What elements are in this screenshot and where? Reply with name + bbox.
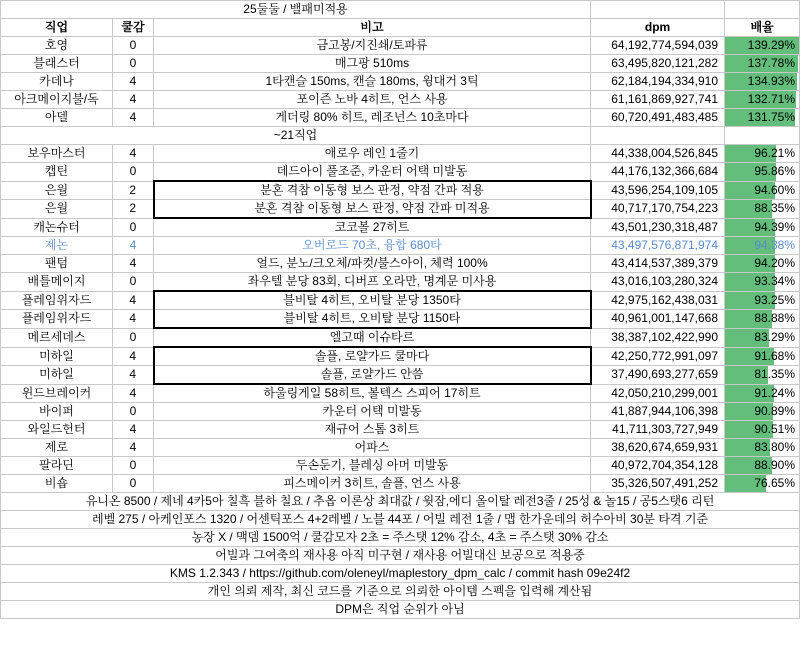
- note-cell: 오버로드 70초, 융합 680타: [154, 237, 591, 255]
- ratio-text: 90.51%: [754, 422, 796, 436]
- note-cell: 분혼 격참 이동형 보스 판정, 약점 간파 적용: [154, 181, 591, 200]
- dpm-cell: 38,387,102,422,990: [591, 328, 725, 347]
- footer-note: DPM은 직업 순위가 아님: [1, 601, 800, 619]
- cooldown-cell: 4: [113, 255, 154, 273]
- job-cell: 캡틴: [1, 163, 113, 182]
- table-row: [1, 366, 800, 385]
- job-cell: 플레임위자드: [1, 291, 113, 310]
- ratio-cell: [725, 200, 800, 219]
- table-row: [1, 273, 800, 292]
- ratio-text: 94.60%: [754, 182, 796, 197]
- ratio-text: 83.29%: [754, 330, 796, 344]
- note-cell: 1타캔슬 150ms, 캔슬 180ms, 윙대거 3틱: [154, 73, 591, 91]
- cooldown-cell: 4: [113, 73, 154, 91]
- cooldown-cell: 0: [113, 273, 154, 292]
- note-cell: 카운터 어택 미발동: [154, 403, 591, 421]
- note-cell: 하울링게일 58히트, 볼텍스 스피어 17히트: [154, 384, 591, 403]
- job-cell: 호영: [1, 37, 113, 55]
- ratio-text: 93.34%: [754, 274, 796, 289]
- ratio-cell: [725, 328, 800, 347]
- empty-cell: [591, 1, 725, 19]
- job-cell: 와일드헌터: [1, 421, 113, 439]
- header-dpm: dpm: [591, 19, 725, 37]
- ratio-cell: [725, 366, 800, 385]
- footer-note: KMS 1.2.343 / https://github.com/oleneyl/maplestory_dpm_calc / commit hash 09e24f2: [1, 565, 800, 583]
- footer-row: [1, 511, 800, 529]
- ratio-cell: [725, 457, 800, 475]
- cooldown-cell: 4: [113, 384, 154, 403]
- dpm-cell: 42,250,772,991,097: [591, 347, 725, 366]
- table-row: [1, 37, 800, 55]
- footer-note: 유니온 8500 / 제네 4카5아 칠흑 블하 칠요 / 추옵 이론상 최대값 / 윗잠,에디 올이탈 레전3줄 / 25성 & 놀15 / 공5스탯6 리턴: [1, 493, 800, 511]
- ratio-text: 88.88%: [754, 311, 796, 326]
- job-cell: 팬텀: [1, 255, 113, 273]
- cooldown-cell: 2: [113, 200, 154, 219]
- ratio-cell: [725, 384, 800, 403]
- ratio-cell: [725, 310, 800, 329]
- dpm-cell: 43,016,103,280,324: [591, 273, 725, 292]
- ratio-text: 132.71%: [747, 92, 796, 106]
- table-row: [1, 181, 800, 200]
- note-cell: 포이즌 노바 4히트, 언스 사용: [154, 91, 591, 109]
- table-row: [1, 475, 800, 493]
- job-cell: 보우마스터: [1, 145, 113, 163]
- ratio-cell: [725, 181, 800, 200]
- footer-row: [1, 547, 800, 565]
- ratio-cell: [725, 347, 800, 366]
- job-cell: 플레임위자드: [1, 310, 113, 329]
- dpm-cell: 40,717,170,754,223: [591, 200, 725, 219]
- note-cell: 데드아이 풀조준, 카운터 어택 미발동: [154, 163, 591, 182]
- section-row: [1, 127, 800, 145]
- ratio-text: 93.25%: [754, 292, 796, 307]
- dpm-cell: 43,497,576,871,974: [591, 237, 725, 255]
- cooldown-cell: 4: [113, 347, 154, 366]
- note-cell: 코코볼 27히트: [154, 218, 591, 237]
- table-row: [1, 200, 800, 219]
- header-row: [1, 19, 800, 37]
- dpm-cell: 61,161,869,927,741: [591, 91, 725, 109]
- table-row: [1, 347, 800, 366]
- footer-row: [1, 601, 800, 619]
- ratio-cell: [725, 403, 800, 421]
- table-row: [1, 310, 800, 329]
- dpm-cell: 43,414,537,389,379: [591, 255, 725, 273]
- job-cell: 바이퍼: [1, 403, 113, 421]
- cooldown-cell: 0: [113, 218, 154, 237]
- note-cell: 블비탈 4히트, 오비탈 분당 1150타: [154, 310, 591, 329]
- ratio-text: 91.24%: [754, 385, 796, 400]
- cooldown-cell: 0: [113, 328, 154, 347]
- note-cell: 솔플, 로얄가드 쿨마다: [154, 347, 591, 366]
- ratio-text: 76.65%: [754, 476, 796, 490]
- dpm-cell: 60,720,491,483,485: [591, 109, 725, 127]
- note-cell: 두손둔기, 블레싱 아머 미발동: [154, 457, 591, 475]
- job-cell: 아크메이지불/독: [1, 91, 113, 109]
- cooldown-cell: 0: [113, 403, 154, 421]
- table-row: [1, 403, 800, 421]
- note-cell: 분혼 격참 이동형 보스 판정, 약점 간파 미적용: [154, 200, 591, 219]
- header-cooldown: 쿨감: [113, 19, 154, 37]
- dpm-cell: 42,975,162,438,031: [591, 291, 725, 310]
- table-row: [1, 255, 800, 273]
- ratio-cell: [725, 145, 800, 163]
- cooldown-cell: 2: [113, 181, 154, 200]
- table-row: [1, 91, 800, 109]
- ratio-cell: [725, 421, 800, 439]
- note-cell: 피스메이커 3히트, 솔플, 언스 사용: [154, 475, 591, 493]
- dpm-cell: 44,338,004,526,845: [591, 145, 725, 163]
- dpm-cell: 43,501,230,318,487: [591, 218, 725, 237]
- ratio-cell: [725, 273, 800, 292]
- note-cell: 매그팡 510ms: [154, 55, 591, 73]
- dpm-cell: 62,184,194,334,910: [591, 73, 725, 91]
- ratio-text: 134.93%: [747, 74, 796, 88]
- job-cell: 팔라딘: [1, 457, 113, 475]
- note-cell: 솔플, 로얄가드 안씀: [154, 366, 591, 385]
- job-cell: 카데나: [1, 73, 113, 91]
- footer-note: 레벨 275 / 아케인포스 1320 / 어센틱포스 4+2레벨 / 노블 44포 / 어빌 레전 1줄 / 맵 한가운데의 허수아비 30분 타격 기준: [1, 511, 800, 529]
- ratio-text: 139.29%: [747, 38, 796, 52]
- table-row: [1, 73, 800, 91]
- dpm-cell: 35,326,507,491,252: [591, 475, 725, 493]
- cooldown-cell: 0: [113, 457, 154, 475]
- header-ratio: 배율: [725, 19, 800, 37]
- ratio-cell: [725, 55, 800, 73]
- ratio-text: 81.35%: [754, 367, 796, 382]
- ratio-text: 91.68%: [754, 348, 796, 363]
- dpm-cell: 44,176,132,366,684: [591, 163, 725, 182]
- note-cell: 좌우텔 분당 83회, 디버프 오라만, 명계문 미사용: [154, 273, 591, 292]
- note-cell: 어파스: [154, 439, 591, 457]
- ratio-text: 96.21%: [754, 146, 796, 160]
- cooldown-cell: 4: [113, 91, 154, 109]
- cooldown-cell: 4: [113, 439, 154, 457]
- ratio-cell: [725, 475, 800, 493]
- job-cell: 아델: [1, 109, 113, 127]
- job-cell: 윈드브레이커: [1, 384, 113, 403]
- footer-note: 농장 X / 맥뎀 1500억 / 쿨감모자 2초 = 주스탯 12% 감소, 4초 = 주스탯 30% 감소: [1, 529, 800, 547]
- job-cell: 은월: [1, 181, 113, 200]
- cooldown-cell: 4: [113, 421, 154, 439]
- cooldown-cell: 4: [113, 109, 154, 127]
- footer-note: 개인 의뢰 제작, 최신 코드를 기준으로 의뢰한 아이템 스펙을 입력해 계산됨: [1, 583, 800, 601]
- cooldown-cell: 4: [113, 237, 154, 255]
- note-cell: 엘고때 이슈타르: [154, 328, 591, 347]
- cooldown-cell: 0: [113, 163, 154, 182]
- footer-row: [1, 493, 800, 511]
- note-cell: 게더링 80% 히트, 레조넌스 10초마다: [154, 109, 591, 127]
- table-row: [1, 384, 800, 403]
- dpm-cell: 41,711,303,727,949: [591, 421, 725, 439]
- dpm-cell: 40,961,001,147,668: [591, 310, 725, 329]
- job-cell: 제논: [1, 237, 113, 255]
- cooldown-cell: 4: [113, 291, 154, 310]
- dpm-cell: 41,887,944,106,398: [591, 403, 725, 421]
- ratio-text: 131.75%: [747, 110, 796, 124]
- ratio-text: 94.38%: [754, 238, 796, 252]
- dpm-cell: 42,050,210,299,001: [591, 384, 725, 403]
- ratio-cell: [725, 439, 800, 457]
- table-row: [1, 291, 800, 310]
- ratio-cell: [725, 109, 800, 127]
- job-cell: 은월: [1, 200, 113, 219]
- title-row: [1, 1, 800, 19]
- footer-row: [1, 529, 800, 547]
- ratio-cell: [725, 291, 800, 310]
- ratio-cell: [725, 163, 800, 182]
- cooldown-cell: 4: [113, 145, 154, 163]
- note-cell: 금고봉/지진쇄/토파류: [154, 37, 591, 55]
- note-cell: 애로우 레인 1줄기: [154, 145, 591, 163]
- dpm-cell: 38,620,674,659,931: [591, 439, 725, 457]
- table-row: [1, 145, 800, 163]
- section-title: ~21직업: [1, 127, 591, 145]
- ratio-text: 90.89%: [754, 404, 796, 418]
- job-cell: 배틀메이지: [1, 273, 113, 292]
- job-cell: 블래스터: [1, 55, 113, 73]
- empty-cell: [725, 127, 800, 145]
- job-cell: 제로: [1, 439, 113, 457]
- dpm-cell: 63,495,820,121,282: [591, 55, 725, 73]
- ratio-cell: [725, 218, 800, 237]
- dpm-cell: 37,490,693,277,659: [591, 366, 725, 385]
- note-cell: 얼드, 분노/크오체/파컷/불스아이, 체력 100%: [154, 255, 591, 273]
- cooldown-cell: 0: [113, 475, 154, 493]
- job-cell: 미하일: [1, 347, 113, 366]
- job-cell: 캐논슈터: [1, 218, 113, 237]
- cooldown-cell: 0: [113, 55, 154, 73]
- job-cell: 미하일: [1, 366, 113, 385]
- ratio-text: 88.90%: [754, 458, 796, 472]
- footer-row: [1, 565, 800, 583]
- ratio-text: 94.39%: [754, 219, 796, 234]
- table-row: [1, 457, 800, 475]
- footer-row: [1, 583, 800, 601]
- empty-cell: [725, 1, 800, 19]
- ratio-text: 88.35%: [754, 201, 796, 216]
- ratio-text: 94.20%: [754, 256, 796, 270]
- table-row: [1, 55, 800, 73]
- header-job: 직업: [1, 19, 113, 37]
- cooldown-cell: 4: [113, 366, 154, 385]
- note-cell: 블비탈 4히트, 오비탈 분당 1350타: [154, 291, 591, 310]
- job-cell: 비숍: [1, 475, 113, 493]
- ratio-cell: [725, 91, 800, 109]
- ratio-cell: [725, 73, 800, 91]
- ratio-text: 95.86%: [754, 164, 796, 179]
- ratio-cell: [725, 37, 800, 55]
- table-row: [1, 218, 800, 237]
- ratio-cell: [725, 237, 800, 255]
- note-cell: 재규어 스톰 3히트: [154, 421, 591, 439]
- table-row: [1, 328, 800, 347]
- job-cell: 메르세데스: [1, 328, 113, 347]
- cooldown-cell: 0: [113, 37, 154, 55]
- header-note: 비고: [154, 19, 591, 37]
- dpm-cell: 40,972,704,354,128: [591, 457, 725, 475]
- table-row: [1, 421, 800, 439]
- empty-cell: [591, 127, 725, 145]
- footer-note: 어빌과 그여축의 재사용 아직 미구현 / 재사용 어빌대신 보공으로 적용중: [1, 547, 800, 565]
- dpm-cell: 64,192,774,594,039: [591, 37, 725, 55]
- table-row: [1, 163, 800, 182]
- ratio-text: 83.80%: [754, 440, 796, 454]
- sheet-title: 25둘둘 / 밸패미적용: [1, 1, 591, 19]
- dpm-cell: 43,596,254,109,105: [591, 181, 725, 200]
- ratio-cell: [725, 255, 800, 273]
- table-row: [1, 237, 800, 255]
- table-row: [1, 439, 800, 457]
- ratio-text: 137.78%: [747, 56, 796, 70]
- table-row: [1, 109, 800, 127]
- cooldown-cell: 4: [113, 310, 154, 329]
